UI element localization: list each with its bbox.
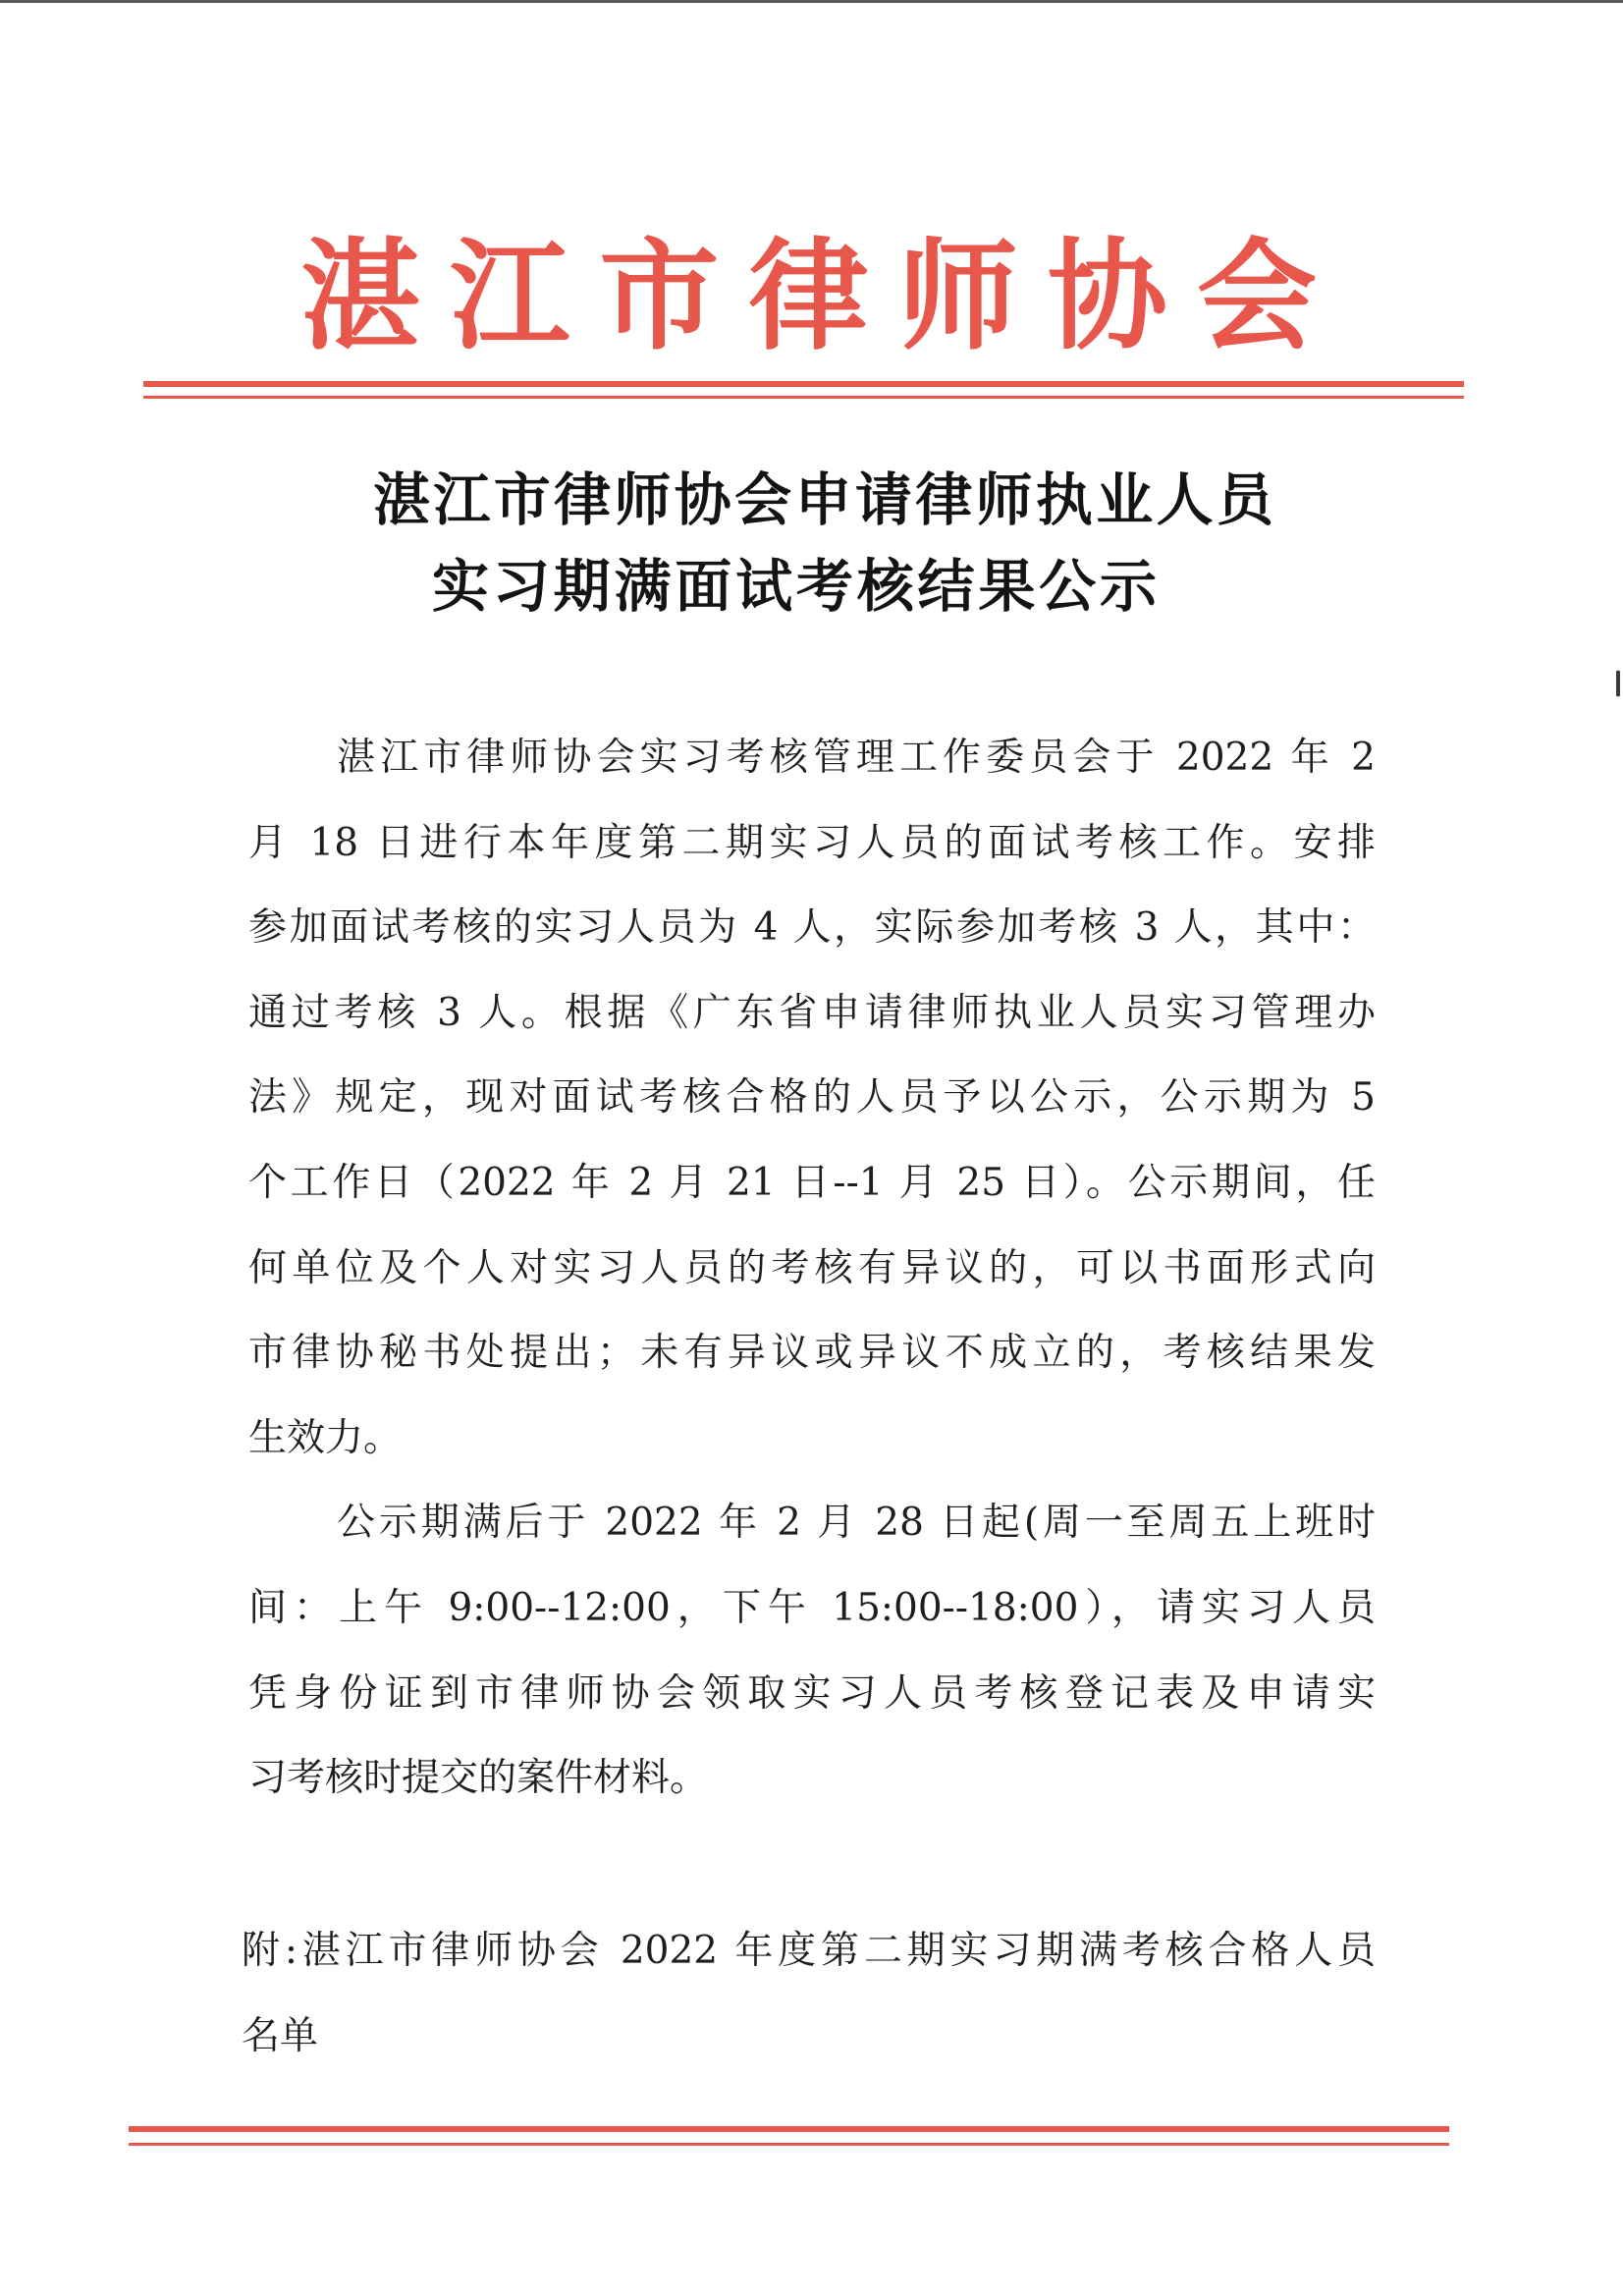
body-line: 湛江市律师协会实习考核管理工作委员会于 2022 年 2 [337,736,1376,780]
attachment-line: 附:湛江市律师协会 2022 年度第二期实习期满考核合格人员 [242,1929,1376,1973]
letterhead-rule-thick [143,381,1464,387]
body-line: 市律协秘书处提出；未有异议或异议不成立的，考核结果发 [248,1331,1376,1376]
body-line: 凭身份证到市律师协会领取实习人员考核登记表及申请实 [248,1670,1376,1716]
letterhead-rule-thin [143,396,1464,399]
scan-speck [1616,671,1620,696]
body-paragraph-2 [248,1481,1376,1821]
body-line: 生效力。 [248,1415,403,1460]
body-line: 何单位及个人对实习人员的考核有异议的，可以书面形式向 [248,1245,1376,1290]
footer-rule-thick [129,2126,1449,2132]
document-title-line-1: 湛江市律师协会申请律师执业人员 [373,466,1273,533]
body-line: 间：上午 9:00--12:00，下午 15:00--18:00），请实习人员 [248,1585,1376,1630]
letterhead-org-name: 湛江市律师协会 [300,225,1317,366]
body-line: 通过考核 3 人。根据《广东省申请律师执业人员实习管理办 [248,990,1376,1035]
document-body [248,716,1376,1822]
attachment-note [242,1909,1376,2079]
footer-rule-thin [129,2143,1449,2146]
scan-edge-top [0,0,1623,3]
body-line: 习考核时提交的案件材料。 [248,1756,709,1801]
body-line: 月 18 日进行本年度第二期实习人员的面试考核工作。安排 [248,820,1376,865]
attachment-line: 名单 [242,2013,319,2058]
body-line: 公示期满后于 2022 年 2 月 28 日起(周一至周五上班时 [337,1501,1376,1546]
body-line: 个工作日（2022 年 2 月 21 日--1 月 25 日）。公示期间，任 [248,1160,1376,1205]
body-paragraph-1 [248,716,1376,1481]
document-title-line-2: 实习期满面试考核结果公示 [432,553,1157,620]
body-line: 法》规定，现对面试考核合格的人员予以公示，公示期为 5 [248,1075,1376,1121]
body-line: 参加面试考核的实习人员为 4 人，实际参加考核 3 人，其中： [248,905,1376,951]
